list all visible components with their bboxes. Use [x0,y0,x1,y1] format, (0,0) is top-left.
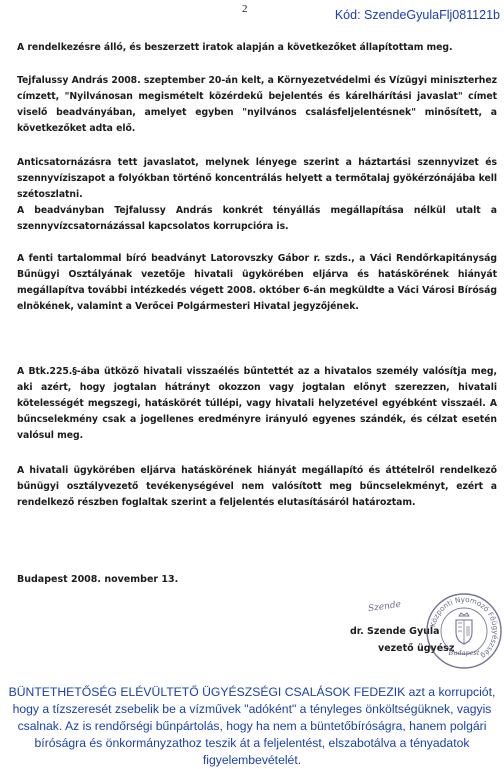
signer-name: dr. Szende Gyula [350,626,440,637]
official-stamp [425,592,503,670]
coat-of-arms-icon [456,613,472,644]
legal-definition-paragraph: A Btk.225.§-ába ütköző hivatali visszaélés bűntettét az a hivatalos személy valósítja meg, aki azért, hogy jogtalan hátrányt okozzon vagy jogtalan előnyt szerezzen, hivatali kötelességét megszegi, hatáskörét túllépi, vagy hivatali helyzetével egyébként visszaél. A bűncselekmény csak a jogellenes eredményre irányuló egyenes szándék, és célzat esetén valósul meg. [17,366,497,441]
footer-annotation: BÜNTETHETŐSÉG ELÉVÜLTETŐ ÜGYÉSZSÉGI CSALÁSOK FEDEZIK azt a korrupciót, hogy a tízszeresét zsebelik be a vízművek "adóként" a tényleges önköltségüknek, vagyis csalnak. Az is rendőrségi bűnpártolás, hogy ha nem a büntetőbíróságra, hanem polgári bíróságra és önkormányzathoz teszik át a feljelentést, elszabotálva a tényadatok figyelembevételét. [8,685,496,767]
signer-title: vezető ügyész [378,643,455,654]
handwritten-signature: Szende [367,599,402,615]
document-code-label: Kód: SzendeGyulaFlj081121b [334,8,500,22]
proposal-paragraph: Anticsatornázásra tett javaslatot, melynek lényege szerint a háztartási szennyvizet és szennyvíziszapot a folyókban történő koncentrálás helyett a termőtalaj gyökérzónájába kell szétoszlatni. A beadványban Tejfalussy András konkrét tényállás megállapítása nélkül utalt a szennyvízcsatornázással kapcsolatos korrupcióra is. [17,157,497,232]
stamp-city: Budapest [448,649,480,657]
date-line: Budapest 2008. november 13. [17,574,179,585]
complaint-summary-paragraph: Tejfalussy András 2008. szeptember 20-án kelt, a Környezetvédelmi és Vízügyi miniszterhez címzett, "Nyilvánosan megismételt közérdekű bejelentés és kárelhárítási javaslat" címet viselő beadványában, amelyet egyben "nyilvános csalásfeljelentésnek" minősített, a következőket adta elő. [17,75,497,134]
decision-paragraph: A hivatali ügykörében eljárva hatáskörének hiányát megállapító és áttételről rendelkező bűnügyi osztályvezető tevékenységével nem valósított meg bűncselekményt, ezért a rendelkező részben foglaltak szerint a feljelentés elutasításáról határoztam. [17,465,497,508]
stamp-ring-text: Központi Nyomozó Főügyészség [428,594,501,661]
forwarding-paragraph: A fenti tartalommal bíró beadványt Latorovszky Gábor r. szds., a Váci Rendőrkapitányság Bűnügyi Osztályának vezetője hivatali ügykörében eljárva és hatáskörének hiányát megállapítva további intézkedés végett 2008. október 6-án megküldte a Váci Városi Bíróság elnökének, valamint a Verőcei Polgármesteri Hivatal jegyzőjének. [17,253,497,312]
intro-paragraph: A rendelkezésre álló, és beszerzett iratok alapján a következőket állapítottam meg. [17,42,453,53]
page-number: 2 [242,3,248,15]
